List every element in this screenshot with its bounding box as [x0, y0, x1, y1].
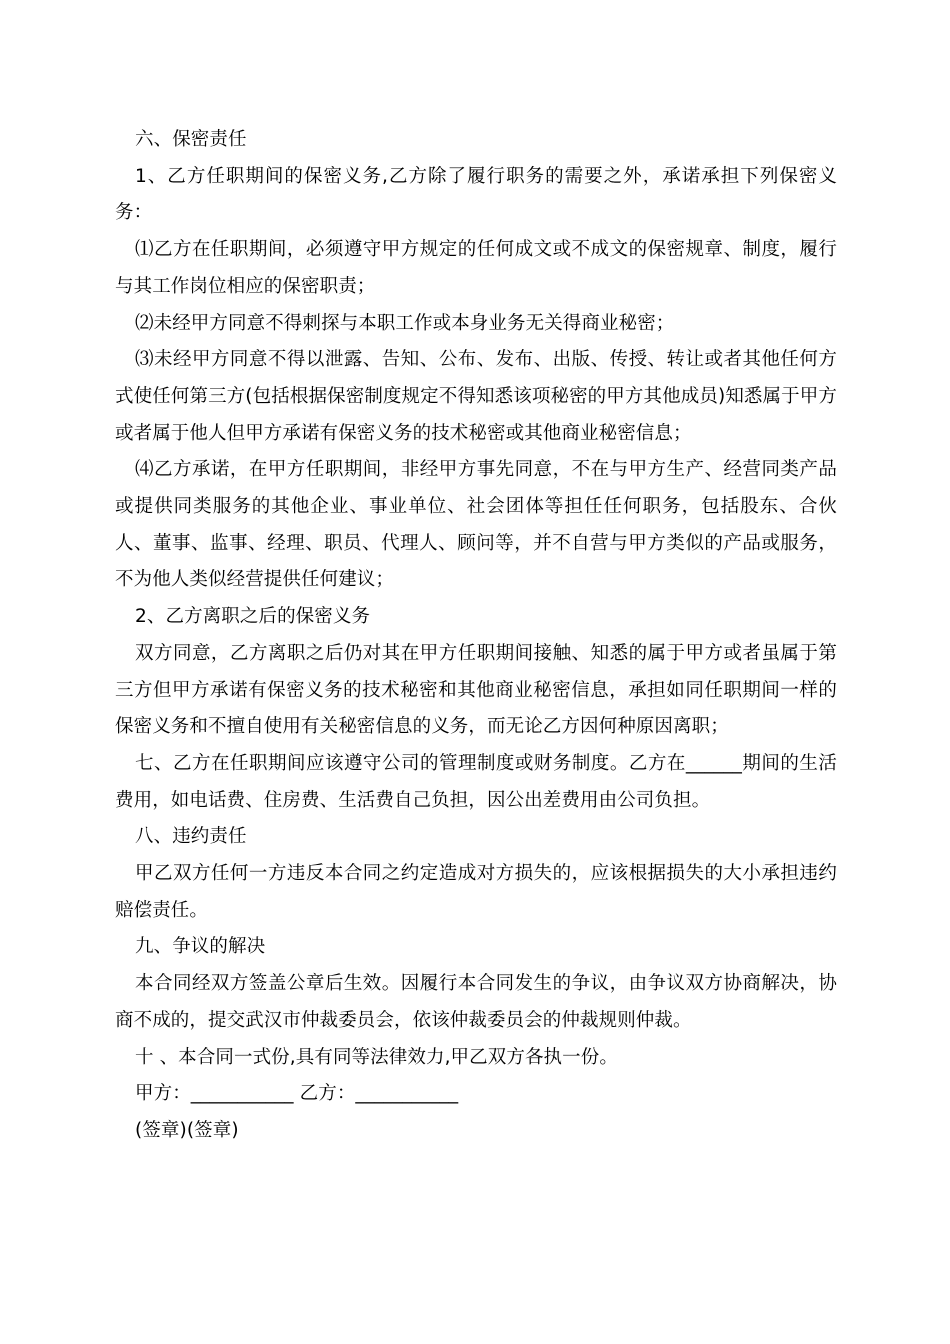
clause-item-2: ⑵未经甲方同意不得刺探与本职工作或本身业务无关得商业秘密； — [135, 312, 675, 334]
clause-item-4: ⑷乙方承诺，在甲方任职期间，非经甲方事先同意，不在与甲方生产、经营同类产品或提供同类服务的其他企业、事业单位、社会团体等担任任何职务，包括股东、合伙人、董事、监事、经理、职员、代理人、顾问等，并不自营与甲方类似的产品或服务，不为他人类似经营提供任何建议； — [115, 459, 837, 591]
signature-parties-line: 甲方：___________ 乙方：___________ — [135, 1083, 459, 1105]
section-heading-breach: 八、违约责任 — [135, 826, 247, 848]
clause-item-1: ⑴乙方在任职期间，必须遵守甲方规定的任何成文或不成文的保密规章、制度，履行与其工作岗位相应的保密职责； — [115, 239, 837, 297]
section-heading-confidentiality: 六、保密责任 — [135, 129, 247, 150]
signature-seal-line: (签章)(签章) — [135, 1119, 239, 1141]
clause-confidentiality-after-leaving: 2、乙方离职之后的保密义务 — [135, 606, 371, 628]
contract-body — [115, 122, 837, 1150]
section-heading-dispute: 九、争议的解决 — [135, 936, 266, 958]
clause-dispute-text: 本合同经双方签盖公章后生效。因履行本合同发生的争议，由争议双方协商解决，协商不成的，提交武汉市仲裁委员会，依该仲裁委员会的仲裁规则仲裁。 — [115, 973, 837, 1031]
clause-after-leaving-text: 双方同意，乙方离职之后仍对其在甲方任职期间接触、知悉的属于甲方或者虽属于第三方但甲方承诺有保密义务的技术秘密和其他商业秘密信息，承担如同任职期间一样的保密义务和不擅自使用有关秘密信息的义务，而无论乙方因何种原因离职； — [115, 642, 837, 738]
section-copies: 十 、本合同一式份,具有同等法律效力,甲乙双方各执一份。 — [135, 1046, 618, 1068]
section-living-expenses: 七、乙方在任职期间应该遵守公司的管理制度或财务制度。乙方在______期间的生活费用，如电话费、住房费、生活费自己负担，因公出差费用由公司负担。 — [115, 752, 837, 811]
clause-confidentiality-during-employment: 1、乙方任职期间的保密义务,乙方除了履行职务的需要之外，承诺承担下列保密义务： — [115, 165, 837, 224]
clause-breach-text: 甲乙双方任何一方违反本合同之约定造成对方损失的，应该根据损失的大小承担违约赔偿责任。 — [115, 863, 837, 921]
clause-item-3: ⑶未经甲方同意不得以泄露、告知、公布、发布、出版、传授、转让或者其他任何方式使任何第三方(包括根据保密制度规定不得知悉该项秘密的甲方其他成员)知悉属于甲方或者属于他人但甲方承诺有保密义务的技术秘密或其他商业秘密信息； — [115, 349, 837, 444]
